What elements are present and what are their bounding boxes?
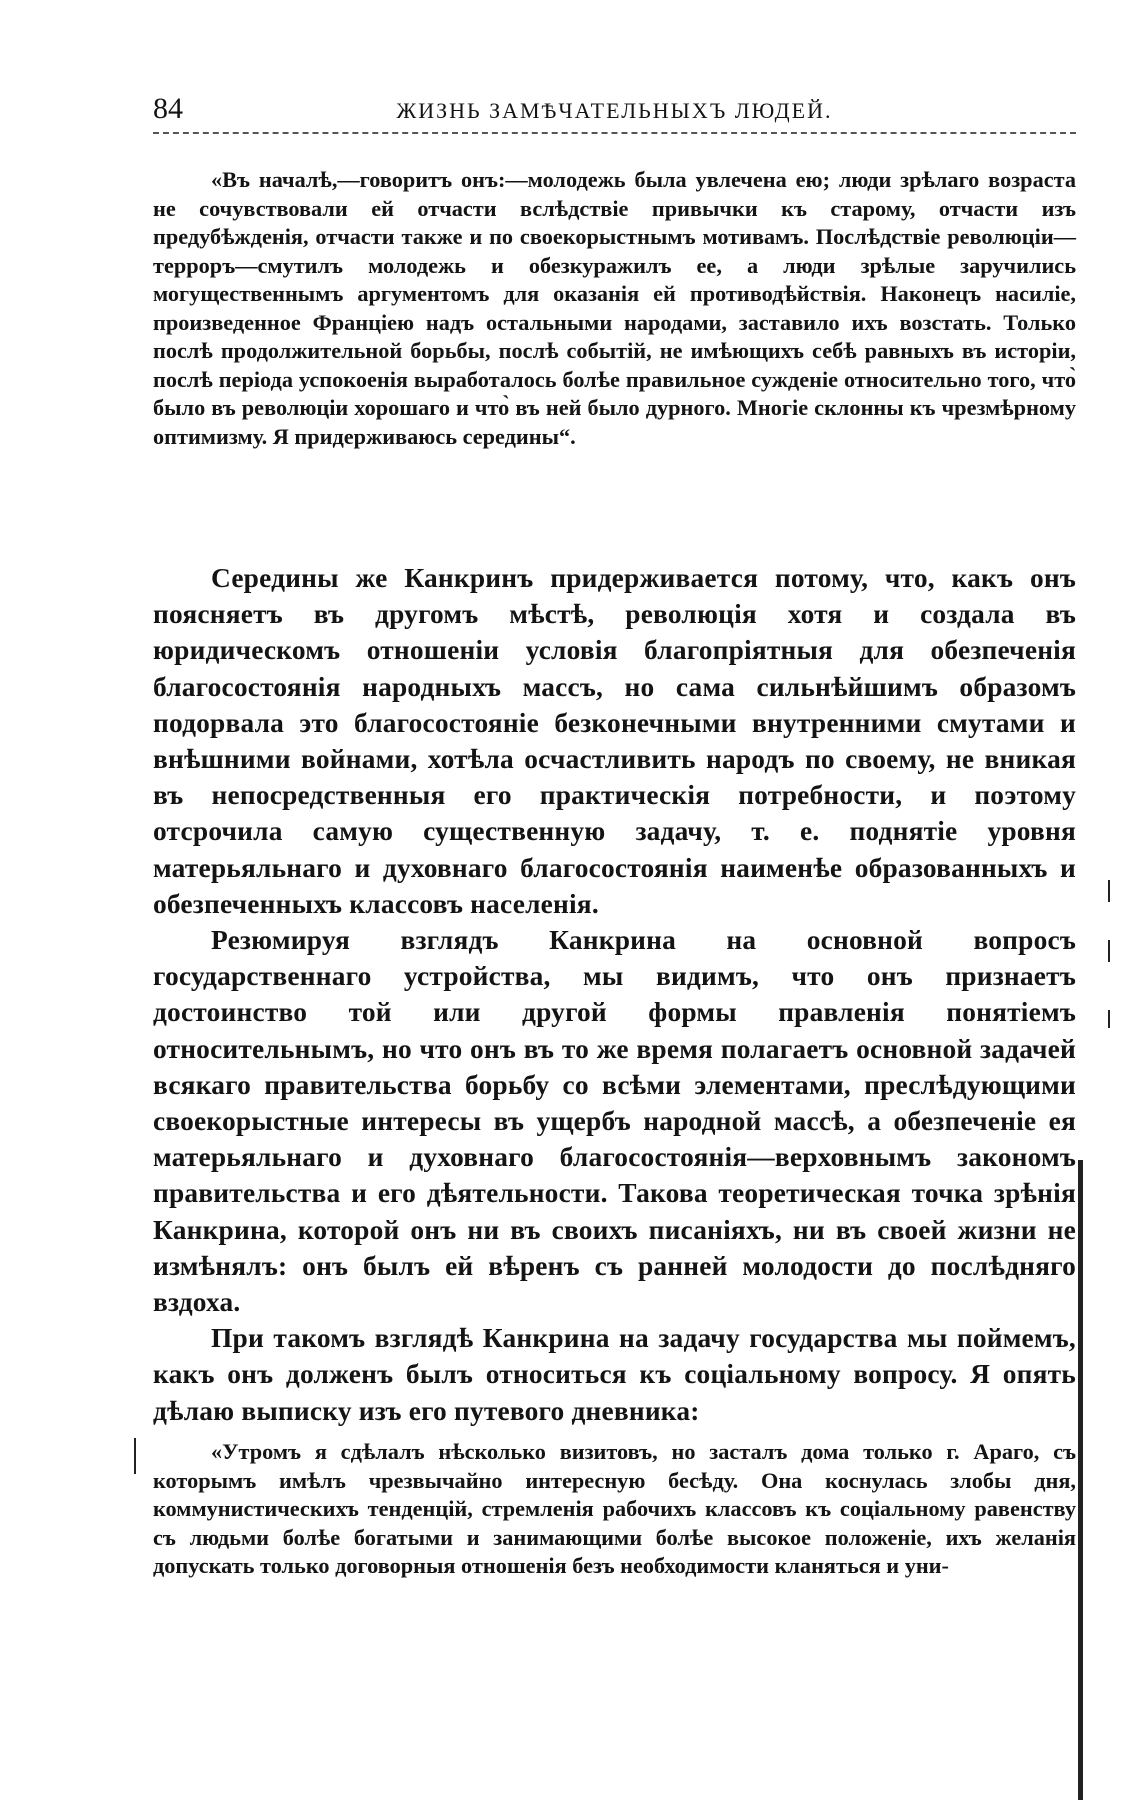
page-number: 84 xyxy=(153,92,183,125)
scan-mark xyxy=(1108,1010,1110,1028)
scan-mark xyxy=(1108,880,1110,902)
closing-quote-block xyxy=(153,1438,1076,1581)
paragraph-social-question: При такомъ взглядѣ Канкрина на задачу государства мы поймемъ, какъ онъ долженъ былъ относиться къ соціальному вопросу. Я опять дѣлаю выписку изъ его путевого дневника: xyxy=(153,1323,1076,1426)
scan-mark xyxy=(134,1438,136,1474)
closing-quote: «Утромъ я сдѣлалъ нѣсколько визитовъ, но засталъ дома только г. Араго, съ которымъ имѣлъ чрезвычайно интересную бесѣду. Она коснулась злобы дня, коммунистическихъ тенденцій, стремленія рабочихъ классовъ къ соціальному равенству съ людьми болѣе богатыми и занимающими болѣе высокое положеніе, ихъ желанія допускать только договорныя отношенія безъ необходимости кланяться и уни- xyxy=(153,1439,1076,1578)
paragraph-summary: Резюмируя взглядъ Канкрина на основной вопросъ государственнаго устройства, мы видимъ, что онъ признаетъ достоинство той или другой формы правленія понятіемъ относительнымъ, но что онъ въ то же время полагаетъ основной задачей всякаго правительства борьбу со всѣми элементами, преслѣдующими своекорыстные интересы въ ущербъ народной массѣ, а обезпеченіе ея матерьяльнаго и духовнаго благосостоянія—верховнымъ закономъ правительства и его дѣятельности. Такова теоретическая точка зрѣнія Канкрина, которой онъ ни въ своихъ писаніяхъ, ни въ своей жизни не измѣнялъ: онъ былъ ей вѣренъ съ ранней молодости до послѣдняго вздоха. xyxy=(153,925,1076,1318)
page-header xyxy=(153,92,1076,134)
opening-quote: «Въ началѣ,—говоритъ онъ:—молодежь была увлечена ею; люди зрѣлаго возраста не сочувствовали ей отчасти вслѣдствіе привычки къ старому, отчасти изъ предубѣжденія, отчасти также и по своекорыстнымъ мотивамъ. Послѣдствіе революціи—терроръ—смутилъ молодежь и обезкуражилъ ее, а люди зрѣлые заручились могущественнымъ аргументомъ для оказанія ей противодѣйствія. Наконецъ насиліе, произведенное Франціею надъ остальными народами, заставило ихъ возстать. Только послѣ продолжительной борьбы, послѣ событій, не имѣющихъ себѣ равныхъ въ исторіи, послѣ періода успокоенія выработалось болѣе правильное сужденіе относительно того, что̀ было въ революціи хорошаго и что̀ въ ней было дурного. Многіе склонны къ чрезмѣрному оптимизму. Я придерживаюсь середины“. xyxy=(153,167,1076,449)
scan-edge-shadow xyxy=(1078,1160,1083,1800)
running-title: ЖИЗНЬ ЗАМѢЧАТЕЛЬНЫХЪ ЛЮДЕЙ. xyxy=(396,98,833,123)
paragraph-middle-ground: Середины же Канкринъ придерживается потому, что, какъ онъ поясняетъ въ другомъ мѣстѣ, революція хотя и создала въ юридическомъ отношеніи условія благопріятныя для обезпеченія благосостоянія народныхъ массъ, но сама сильнѣйшимъ образомъ подорвала это благосостояніе безконечными внутренними смутами и внѣшними войнами, хотѣла осчастливить народъ по своему, не вникая въ непосредственныя его практическія потребности, и поэтому отсрочила самую существенную задачу, т. е. поднятіе уровня матерьяльнаго и духовнаго благосостоянія наименѣе образованныхъ и обезпеченныхъ классовъ населенія. xyxy=(153,563,1076,919)
opening-quote-block xyxy=(153,166,1076,451)
scan-mark xyxy=(1108,940,1110,962)
main-text-block xyxy=(153,560,1076,1429)
